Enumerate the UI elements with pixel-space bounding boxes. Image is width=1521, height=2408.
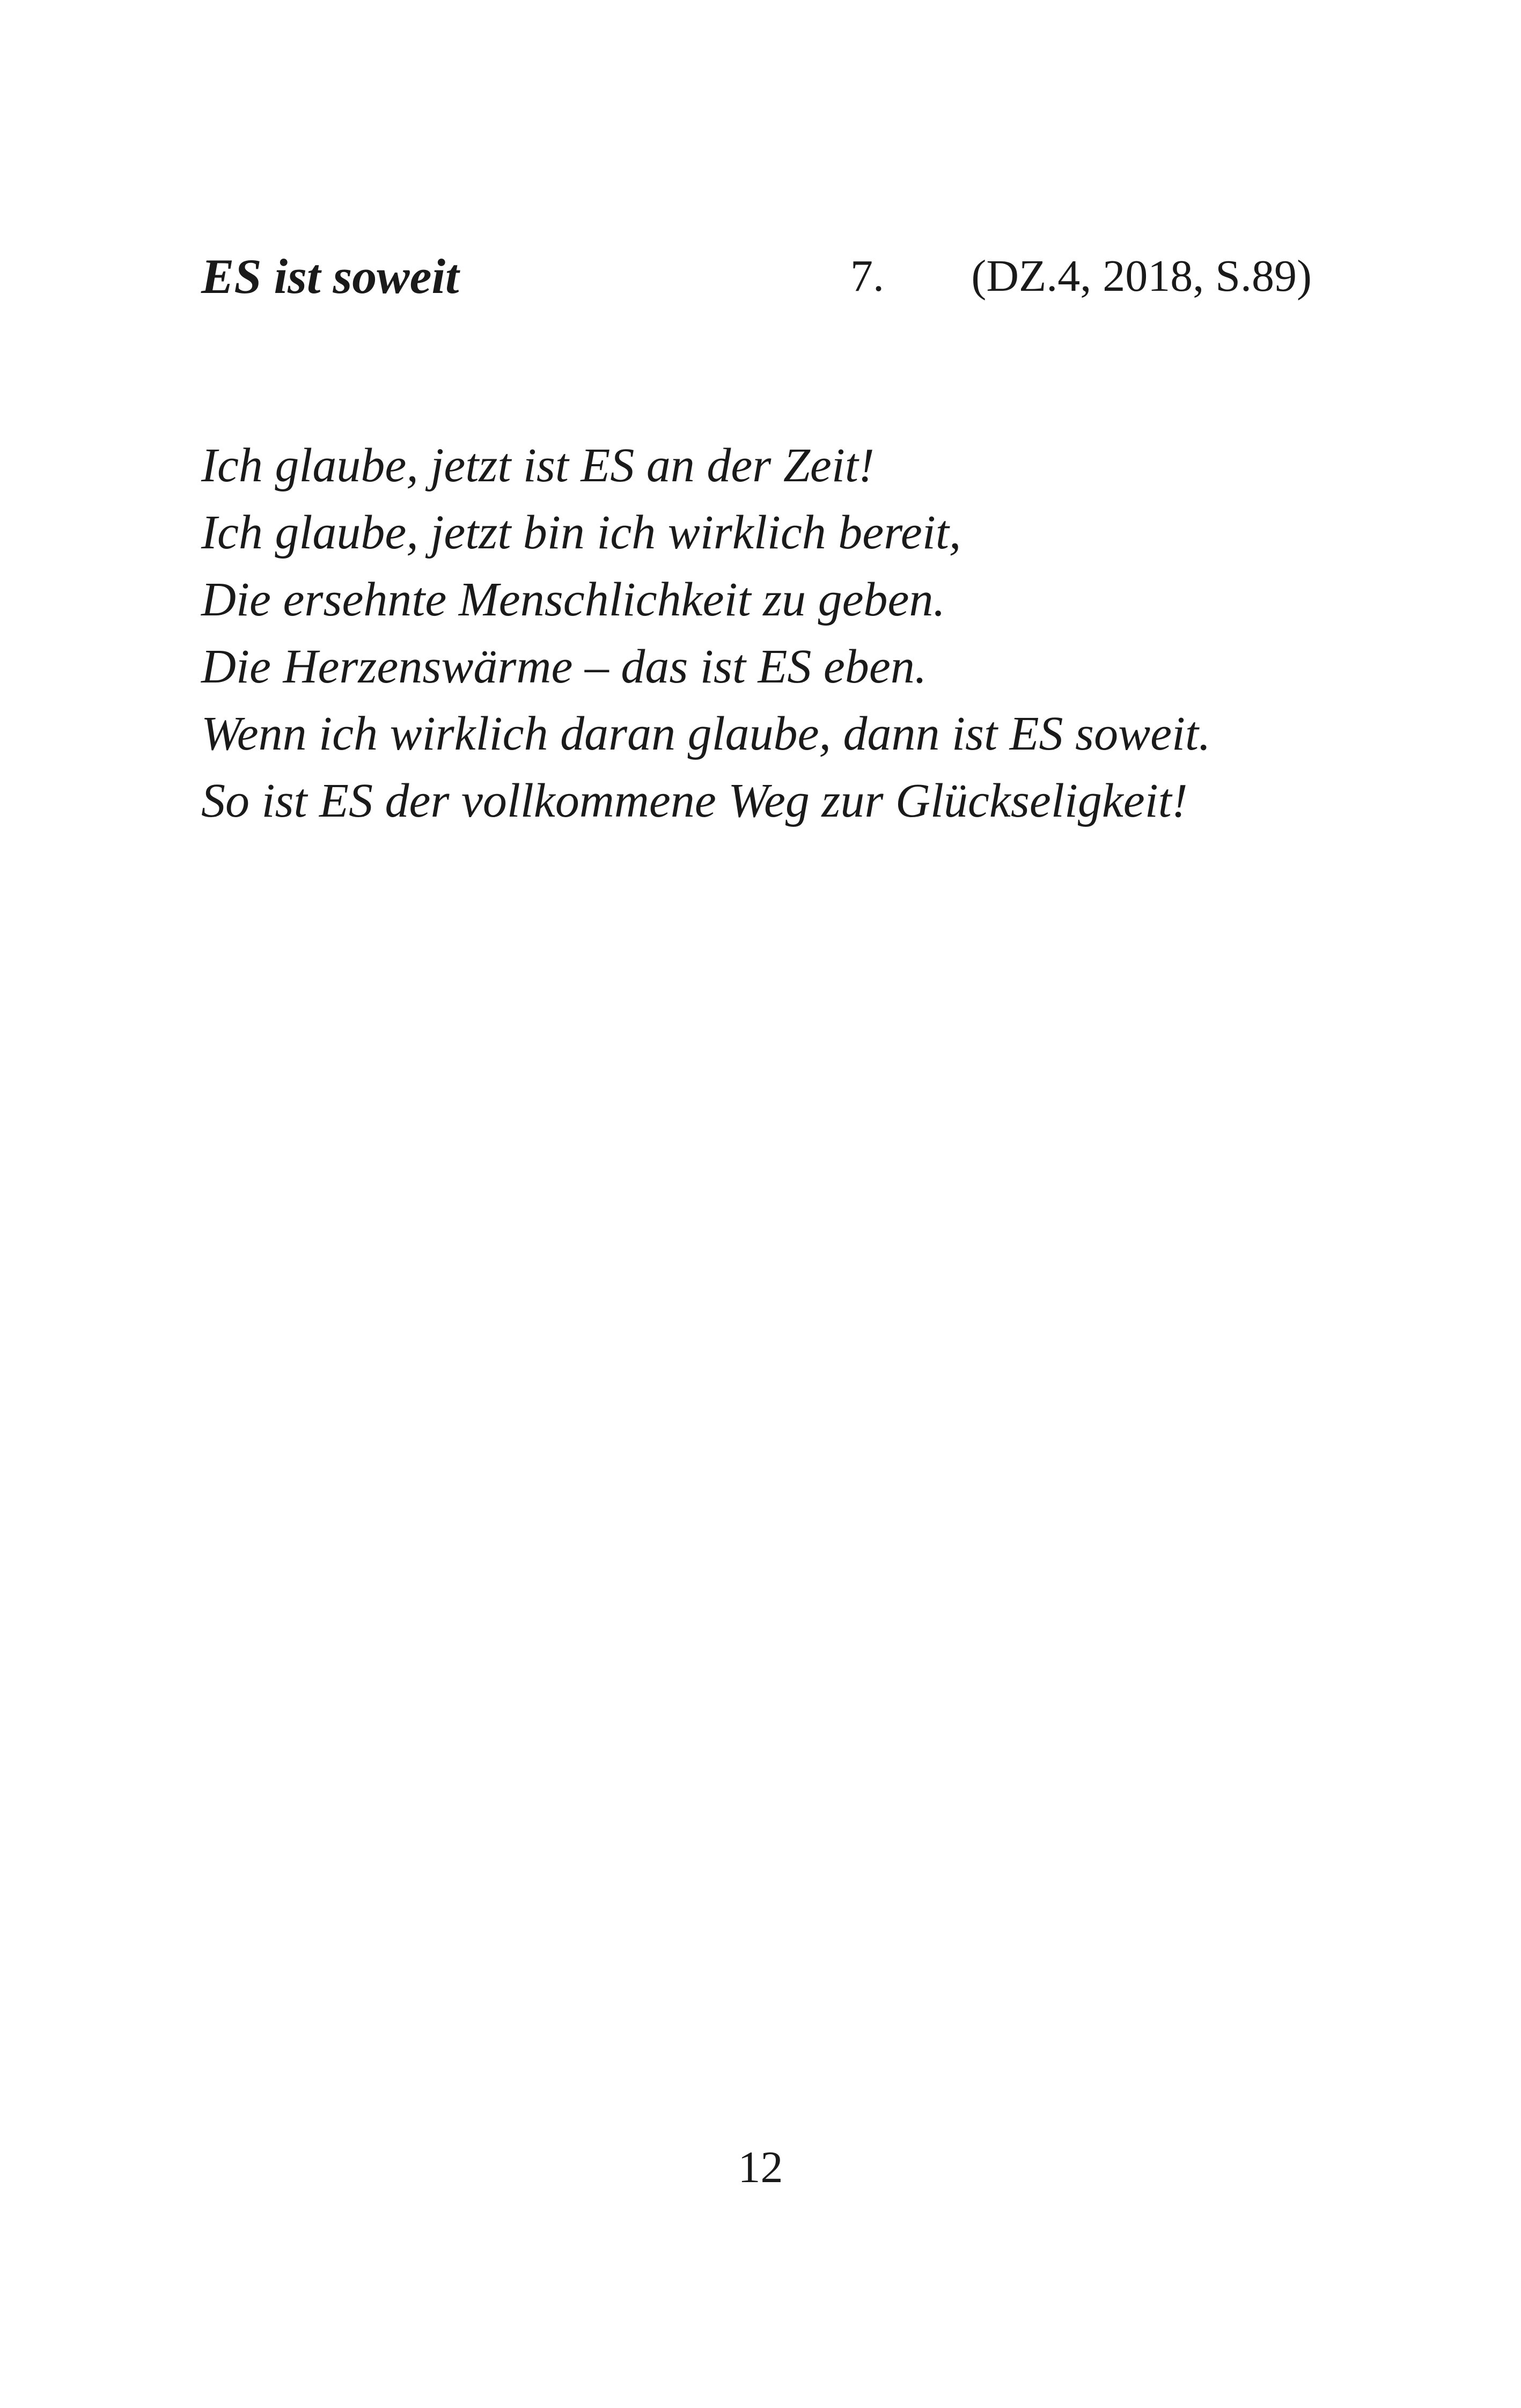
poem-header	[201, 244, 1312, 314]
poem-line: Ich glaube, jetzt bin ich wirklich bereit,	[201, 506, 961, 559]
poem-line: Die Herzenswärme – das ist ES eben.	[201, 640, 927, 693]
poem-line: Ich glaube, jetzt ist ES an der Zeit!	[201, 439, 875, 492]
poem-title: ES ist soweit	[201, 249, 459, 304]
page-number: 12	[738, 2142, 783, 2192]
poem-line: Wenn ich wirklich daran glaube, dann ist ES soweit.	[201, 707, 1211, 760]
poem-number: 7.	[850, 251, 884, 301]
poem-line: Die ersehnte Menschlichkeit zu geben.	[201, 573, 946, 626]
poem-line: So ist ES der vollkommene Weg zur Glückseligkeit!	[201, 774, 1188, 827]
poem-body	[201, 432, 1328, 834]
poem-source-reference: (DZ.4, 2018, S.89)	[971, 251, 1312, 301]
